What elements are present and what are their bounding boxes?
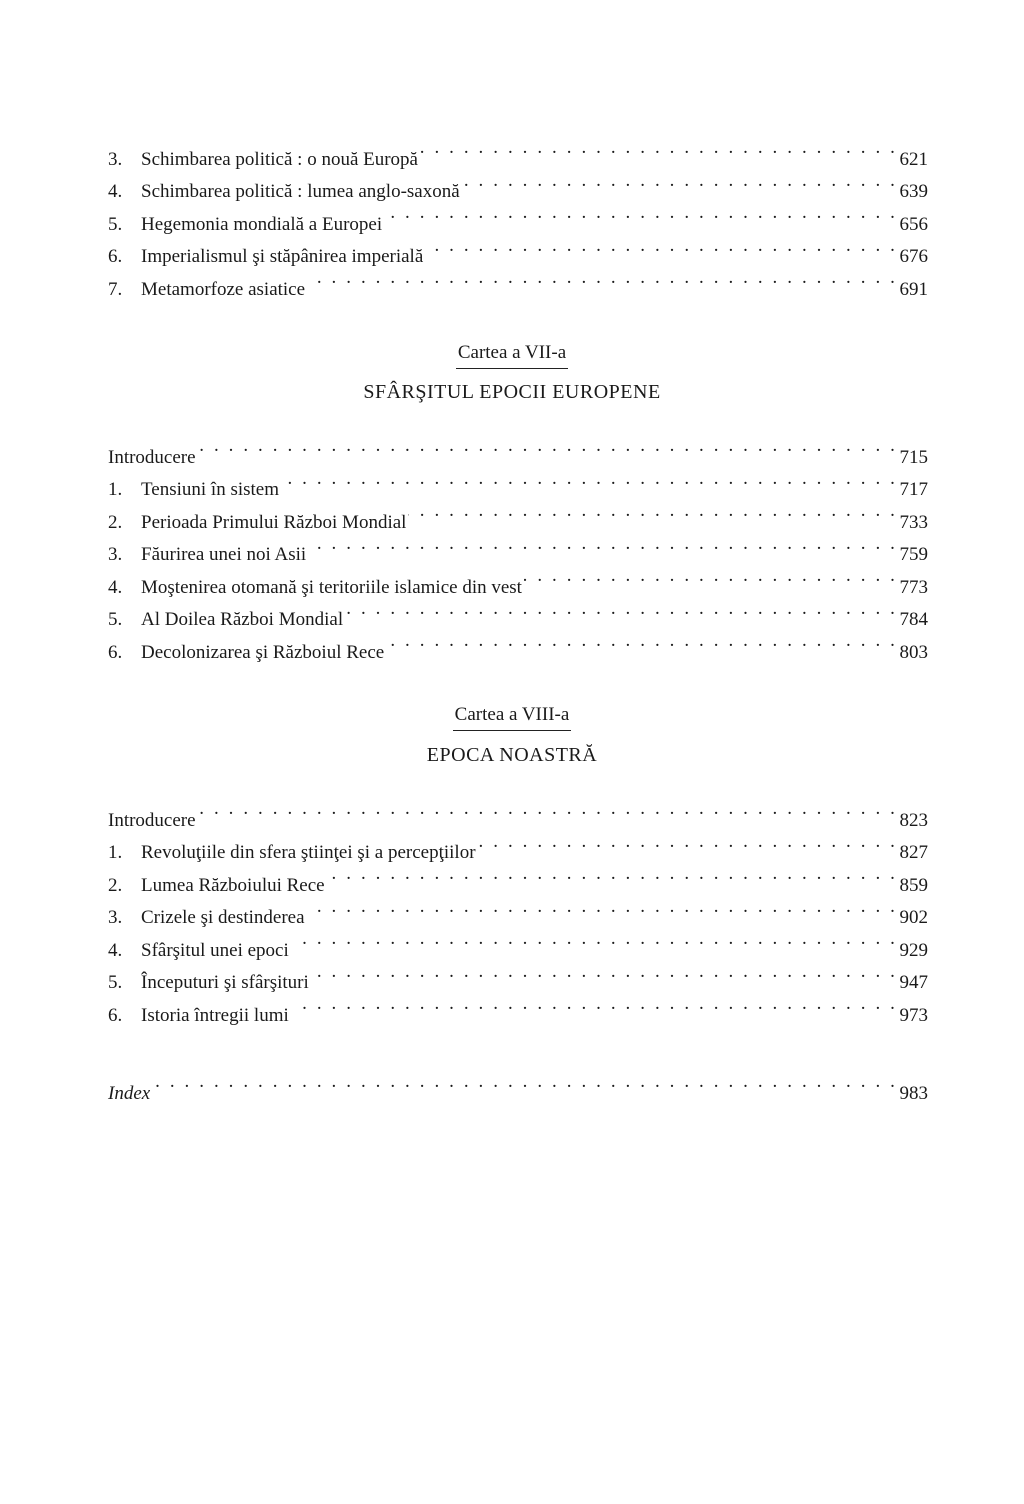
entry-title: Metamorfoze asiatice (141, 278, 306, 300)
entry-number: 1. (108, 479, 123, 500)
entry-page: 639 (899, 181, 928, 202)
entry-title: Hegemonia mondială a Europei (141, 213, 383, 235)
entry-page: 621 (899, 148, 928, 170)
dot-leader (308, 528, 897, 561)
entry-number: 5. (108, 213, 123, 235)
toc-section-book-8 (108, 793, 928, 1026)
toc-entry[interactable] (108, 826, 928, 863)
dot-leader (198, 793, 898, 826)
entry-page: 676 (899, 246, 928, 267)
entry-number: 6. (108, 246, 123, 267)
dot-leader (307, 891, 898, 924)
entry-title: Făurirea unei noi Asii (141, 544, 307, 565)
dot-leader (198, 430, 898, 463)
book-label: Cartea a VII-a (456, 342, 568, 369)
dot-leader (307, 262, 897, 295)
entry-page: 759 (899, 544, 928, 565)
entry-number: 3. (108, 544, 123, 565)
dot-leader (345, 593, 897, 626)
entry-title: Introducere (108, 446, 196, 468)
entry-number: 4. (108, 939, 123, 961)
entry-title: Moştenirea otomană şi teritoriile islamice din vest (141, 576, 522, 598)
entry-number: 2. (108, 511, 123, 533)
entry-page: 947 (899, 972, 928, 993)
entry-page: 929 (899, 939, 928, 961)
entry-title: Lumea Războiului Rece (141, 874, 325, 896)
entry-title: Index (108, 1082, 151, 1104)
entry-title: Crizele şi destinderea (141, 907, 305, 928)
entry-title: Imperialismul şi stăpânirea imperială (141, 246, 424, 267)
dot-leader (281, 463, 897, 496)
toc-entry[interactable] (108, 463, 928, 500)
dot-leader (408, 495, 897, 528)
entry-title: Al Doilea Război Mondial (141, 609, 344, 630)
toc-entry-intro[interactable] (108, 793, 928, 831)
dot-leader (478, 826, 898, 859)
entry-number: 2. (108, 874, 123, 896)
entry-title: Schimbarea politică : o nouă Europă (141, 148, 418, 170)
dot-leader (291, 988, 898, 1021)
entry-page: 827 (899, 842, 928, 863)
dot-leader (384, 197, 897, 230)
toc-index (108, 1066, 928, 1104)
entry-title: Decolonizarea şi Războiul Rece (141, 641, 385, 663)
entry-number: 4. (108, 576, 123, 598)
entry-page: 784 (899, 609, 928, 630)
entry-number: 6. (108, 641, 123, 663)
entry-number: 6. (108, 1004, 123, 1026)
dot-leader (386, 625, 897, 658)
entry-page: 902 (899, 907, 928, 928)
entry-page: 983 (899, 1082, 928, 1104)
entry-page: 656 (899, 213, 928, 235)
book-label: Cartea a VIII-a (453, 704, 572, 731)
entry-page: 823 (899, 809, 928, 831)
entry-page: 717 (899, 479, 928, 500)
entry-title: Începuturi şi sfârşituri (141, 972, 309, 993)
book-title: SFÂRŞITUL EPOCII EUROPENE (363, 381, 661, 403)
dot-leader (524, 560, 898, 593)
dot-leader (327, 858, 898, 891)
toc-entry[interactable] (108, 132, 928, 170)
toc-entry-index[interactable] (108, 1066, 928, 1104)
book-8-heading (0, 704, 1024, 731)
dot-leader (425, 230, 897, 263)
entry-number: 7. (108, 278, 123, 300)
entry-page: 715 (899, 446, 928, 468)
dot-leader (152, 1066, 897, 1099)
entry-title: Sfârşitul unei epoci (141, 939, 289, 961)
entry-number: 4. (108, 181, 123, 202)
toc-section-book-6-end (108, 132, 928, 300)
book-7-heading (0, 342, 1024, 369)
entry-number: 1. (108, 842, 123, 863)
entry-page: 859 (899, 874, 928, 896)
dot-leader (462, 165, 898, 198)
entry-number: 5. (108, 972, 123, 993)
entry-page: 973 (899, 1004, 928, 1026)
entry-page: 733 (899, 511, 928, 533)
entry-number: 3. (108, 907, 123, 928)
entry-page: 803 (899, 641, 928, 663)
entry-title: Introducere (108, 809, 196, 831)
book-title: EPOCA NOASTRĂ (426, 744, 598, 766)
entry-title: Tensiuni în sistem (141, 479, 280, 500)
entry-title: Perioada Primului Război Mondial (141, 511, 407, 533)
toc-entry-intro[interactable] (108, 430, 928, 468)
dot-leader (420, 132, 898, 165)
dot-leader (291, 923, 898, 956)
toc-section-book-7 (108, 430, 928, 663)
entry-title: Istoria întregii lumi (141, 1004, 289, 1026)
entry-page: 773 (899, 576, 928, 598)
entry-number: 5. (108, 609, 123, 630)
entry-title: Revoluţiile din sfera ştiinţei şi a percepţiilor (141, 842, 476, 863)
dot-leader (311, 956, 898, 989)
entry-page: 691 (899, 278, 928, 300)
entry-title: Schimbarea politică : lumea anglo-saxonă (141, 181, 460, 202)
entry-number: 3. (108, 148, 123, 170)
